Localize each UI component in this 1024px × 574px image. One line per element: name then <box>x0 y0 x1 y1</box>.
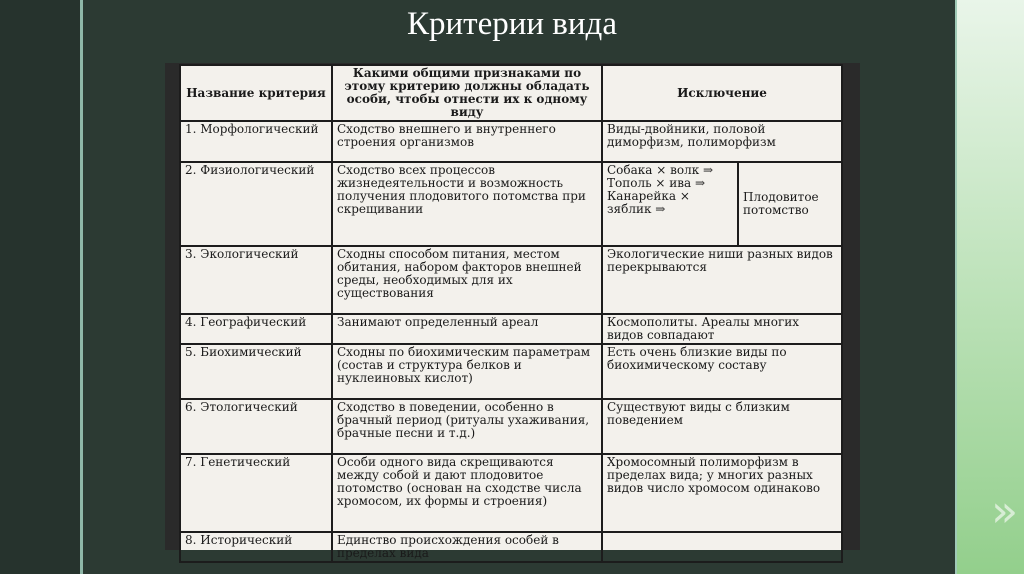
criterion-cell: 8. Исторический <box>180 532 332 562</box>
table-row <box>180 399 842 454</box>
chevron-decor-icon: » <box>991 486 1018 537</box>
table-header-row <box>180 65 842 121</box>
header-exception: Исключение <box>602 65 842 121</box>
features-cell: Сходство в поведении, особенно в брачный период (ритуалы ухаживания, брачные песни и т.д.) <box>332 399 602 454</box>
table-row <box>180 454 842 532</box>
criteria-table <box>179 64 843 563</box>
criterion-cell: 6. Этологический <box>180 399 332 454</box>
exception-cell: Космополиты. Ареалы многих видов совпадают <box>602 314 842 344</box>
table-row <box>180 121 842 162</box>
exception-cell: Виды-двойники, половой диморфизм, полиморфизм <box>602 121 842 162</box>
criteria-table-container <box>179 64 841 560</box>
criterion-cell: 2. Физиологический <box>180 162 332 246</box>
criterion-cell: 3. Экологический <box>180 246 332 314</box>
left-decor-strip <box>0 0 82 574</box>
table-row <box>180 532 842 562</box>
features-cell: Сходство внешнего и внутреннего строения организмов <box>332 121 602 162</box>
criterion-cell: 4. Географический <box>180 314 332 344</box>
features-cell: Единство происхождения особей в пределах вида <box>332 532 602 562</box>
table-row <box>180 162 842 246</box>
features-cell: Сходство всех процессов жизнедеятельности и возможность получения плодовитого потомства при скрещивании <box>332 162 602 246</box>
exception-cell: Экологические ниши разных видов перекрываются <box>602 246 842 314</box>
exception-cell: Собака × волк ⇒ Тополь × ива ⇒ Канарейка × зяблик ⇒ <box>602 162 738 246</box>
exception-cell: Существуют виды с близким поведением <box>602 399 842 454</box>
left-accent-line <box>80 0 83 574</box>
exception-cell: Хромосомный полиморфизм в пределах вида; у многих разных видов число хромосом одинаково <box>602 454 842 532</box>
exception-cell <box>602 532 842 562</box>
header-criterion: Название критерия <box>180 65 332 121</box>
features-cell: Сходны способом питания, местом обитания, набором факторов внешней среды, необходимых для их существования <box>332 246 602 314</box>
criterion-cell: 7. Генетический <box>180 454 332 532</box>
header-features: Какими общими признаками по этому критерию должны обладать особи, чтобы отнести их к одному виду <box>332 65 602 121</box>
exception-note-cell: Плодовитое потомство <box>738 162 842 246</box>
table-row <box>180 314 842 344</box>
right-decor-strip <box>957 0 1024 574</box>
slide-title: Критерии вида <box>407 6 617 42</box>
features-cell: Занимают определенный ареал <box>332 314 602 344</box>
criterion-cell: 5. Биохимический <box>180 344 332 399</box>
features-cell: Особи одного вида скрещиваются между собой и дают плодовитое потомство (основан на сходстве числа хромосом, их формы и строения) <box>332 454 602 532</box>
criterion-cell: 1. Морфологический <box>180 121 332 162</box>
table-row <box>180 344 842 399</box>
table-row <box>180 246 842 314</box>
features-cell: Сходны по биохимическим параметрам (состав и структура белков и нуклеиновых кислот) <box>332 344 602 399</box>
exception-cell: Есть очень близкие виды по биохимическому составу <box>602 344 842 399</box>
